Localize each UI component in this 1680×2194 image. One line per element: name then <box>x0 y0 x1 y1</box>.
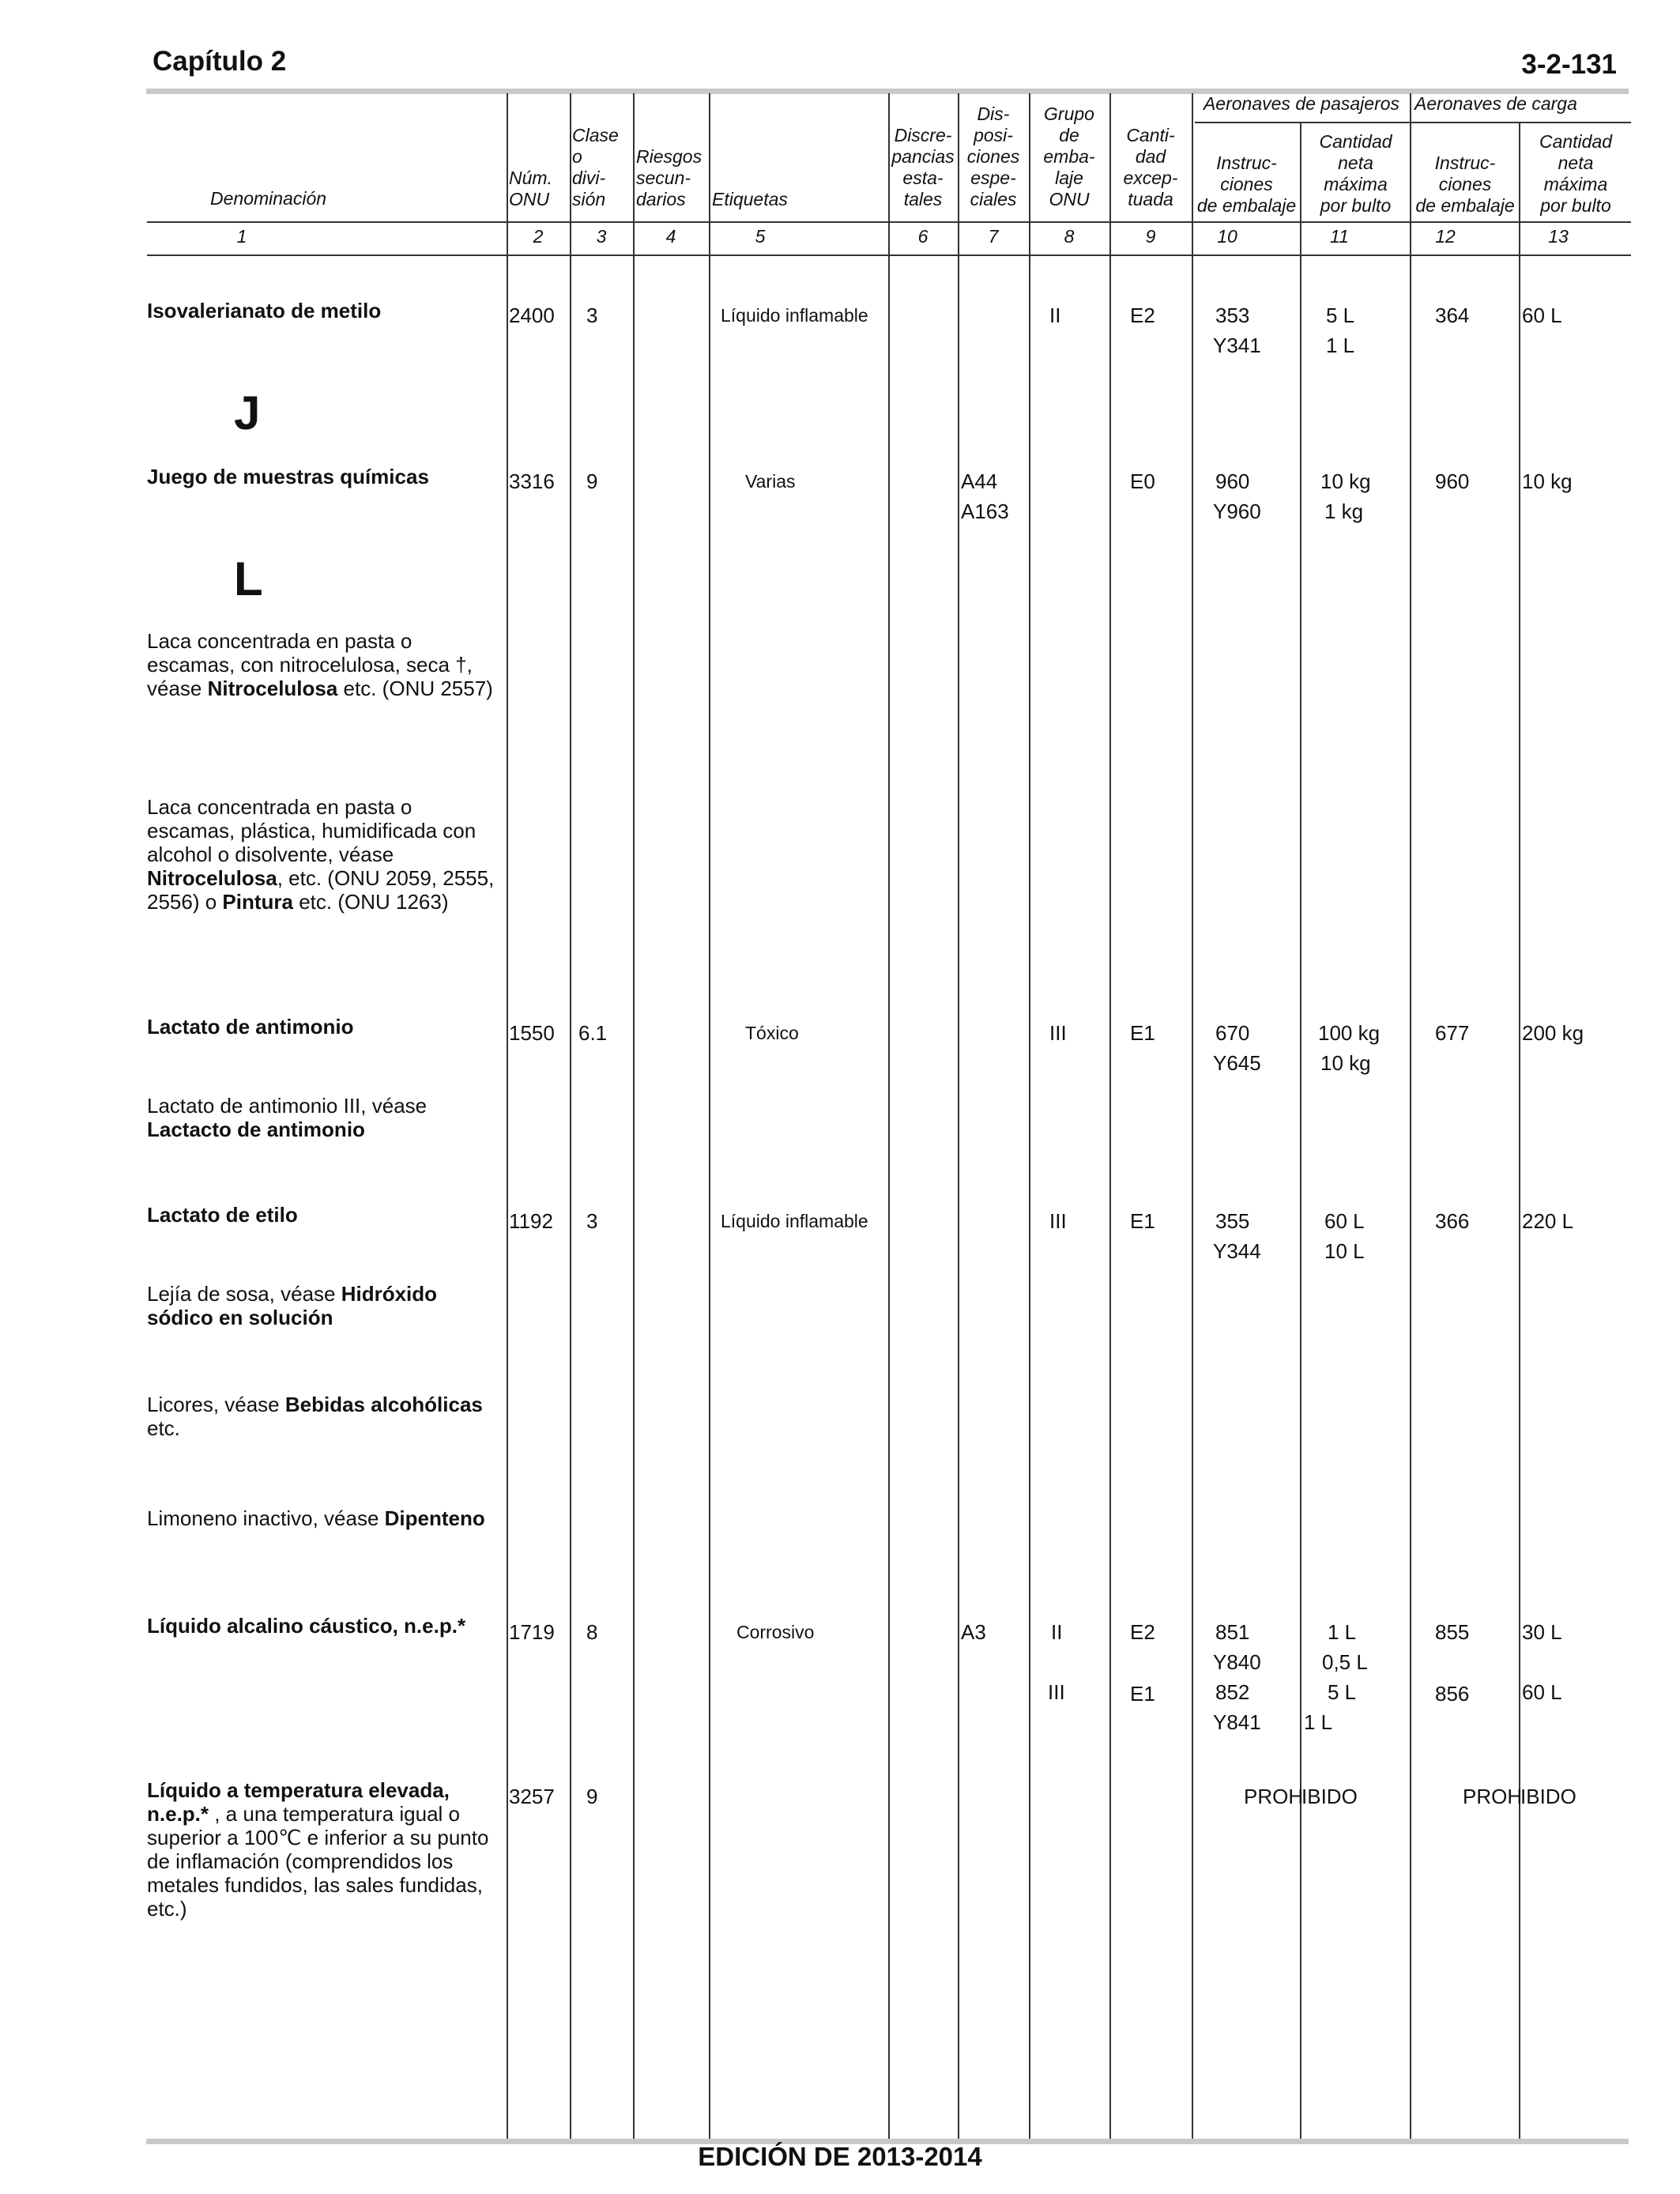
pax-max-quantity: 100 kg <box>1318 1021 1381 1045</box>
packing-group: II <box>1051 1620 1063 1644</box>
col-number: 4 <box>665 226 676 247</box>
col-header-cantidad-pasajeros: Cantidad neta máxima por bulto <box>1319 131 1392 216</box>
col-divider <box>507 93 508 2140</box>
excepted-quantity: E0 <box>1130 469 1155 493</box>
un-number: 1192 <box>509 1209 553 1233</box>
col-divider <box>1410 93 1411 2140</box>
col-number: 5 <box>755 226 766 247</box>
col-divider <box>958 93 959 2140</box>
cross-reference-entry: Lactato de antimonio III, véase Lactacto de antimonio <box>147 1094 428 1141</box>
col-number: 9 <box>1145 226 1156 247</box>
cargo-packing-instruction: 364 <box>1435 303 1470 327</box>
col-divider <box>570 93 571 2140</box>
entry-name: Lactato de antimonio <box>147 1015 354 1039</box>
entry-name: Líquido alcalino cáustico, n.e.p.* <box>147 1614 466 1638</box>
cargo-packing-instruction: 856 <box>1435 1682 1470 1706</box>
col-header-carga: Aeronaves de carga <box>1414 93 1577 114</box>
col-header-clase: Clase o divi- sión <box>572 125 619 209</box>
pax-packing-instruction-ltd: Y840 <box>1213 1650 1261 1674</box>
pax-max-quantity-ltd: 10 kg <box>1320 1051 1371 1075</box>
excepted-quantity: E1 <box>1130 1209 1155 1233</box>
cargo-packing-instruction: 677 <box>1435 1021 1470 1045</box>
forbidden-text: IBIDO <box>1301 1785 1358 1808</box>
pax-packing-instruction-ltd: Y841 <box>1213 1710 1261 1734</box>
cross-reference-entry: Limoneno inactivo, véase Dipenteno <box>147 1506 485 1530</box>
col-divider <box>1192 93 1193 2140</box>
cargo-max-quantity: 30 L <box>1522 1620 1562 1644</box>
col-number: 12 <box>1435 226 1456 247</box>
un-number: 1550 <box>509 1021 555 1045</box>
col-header-etiquetas: Etiquetas <box>712 189 788 209</box>
pax-max-quantity: 60 L <box>1324 1209 1365 1233</box>
un-number: 3257 <box>509 1785 555 1808</box>
cargo-max-quantity: 60 L <box>1522 303 1562 327</box>
col-divider <box>1029 93 1030 2140</box>
pax-packing-instruction: 851 <box>1215 1620 1250 1644</box>
class-division: 3 <box>586 303 598 327</box>
class-division: 8 <box>586 1620 598 1644</box>
col-header-cantidad-exceptuada: Canti- dad excep- tuada <box>1123 125 1178 209</box>
col-header-pasajeros: Aeronaves de pasajeros <box>1203 93 1400 114</box>
label: Líquido inflamable <box>721 305 868 326</box>
col-divider <box>633 93 635 2140</box>
cross-reference-entry: Laca concentrada en pasta o escamas, plástica, humidificada con alcohol o disolvente, véase Nitrocelulosa, etc. (ONU 2059, 2555, 2556) o Pintura etc. (ONU 1263) <box>147 795 495 914</box>
section-letter: L <box>234 552 263 605</box>
col-header-num-onu: Núm. ONU <box>509 168 552 209</box>
pax-packing-instruction-ltd: Y645 <box>1213 1051 1261 1075</box>
section-letter: J <box>234 386 261 439</box>
un-number: 1719 <box>509 1620 555 1644</box>
col-header-riesgos: Riesgos secun- darios <box>636 146 703 209</box>
class-division: 3 <box>586 1209 598 1233</box>
pax-max-quantity: 5 L <box>1326 303 1355 327</box>
cargo-packing-instruction: 960 <box>1435 469 1470 493</box>
pax-max-quantity-ltd: 0,5 L <box>1322 1650 1368 1674</box>
cargo-packing-instruction: 366 <box>1435 1209 1470 1233</box>
pax-packing-instruction-ltd: Y341 <box>1213 334 1261 357</box>
cross-reference-entry: Lejía de sosa, véase Hidróxido sódico en solución <box>147 1282 438 1329</box>
label: Tóxico <box>745 1023 799 1043</box>
col-divider <box>1109 93 1111 2140</box>
special-provision: A163 <box>961 499 1009 523</box>
col-header-discrepancias: Discre- pancias esta- tales <box>891 125 955 209</box>
pax-packing-instruction: 852 <box>1215 1680 1250 1704</box>
col-number: 10 <box>1217 226 1237 247</box>
pax-max-quantity: 5 L <box>1328 1680 1357 1704</box>
col-number: 1 <box>236 226 247 247</box>
entry-name: Líquido a temperatura elevada, n.e.p.* , a una temperatura igual o superior a 100℃ e inferior a su punto de inflamación (comprendidos los metales fundidos, las sales fundidas, etc.) <box>147 1778 489 1921</box>
pax-max-quantity-ltd: 1 L <box>1304 1710 1333 1734</box>
forbidden-text: IBIDO <box>1520 1785 1576 1808</box>
packing-group: III <box>1049 1021 1067 1045</box>
col-number: 2 <box>533 226 544 247</box>
col-header-instrucciones-pasajeros: Instruc- ciones de embalaje <box>1196 153 1297 216</box>
cargo-max-quantity: 200 kg <box>1522 1021 1584 1045</box>
class-division: 6.1 <box>578 1021 608 1045</box>
pax-packing-instruction: 355 <box>1215 1209 1250 1233</box>
special-provision: A3 <box>961 1620 986 1644</box>
packing-group: III <box>1048 1680 1065 1704</box>
col-number: 7 <box>988 226 999 247</box>
label: Corrosivo <box>736 1622 815 1642</box>
col-header-denominacion: Denominación <box>210 188 327 209</box>
pax-max-quantity-ltd: 10 L <box>1324 1239 1365 1263</box>
col-header-grupo: Grupo de emba- laje ONU <box>1043 104 1095 209</box>
col-number: 13 <box>1548 226 1569 247</box>
col-divider <box>1300 122 1301 2140</box>
cargo-packing-instruction: 855 <box>1435 1620 1470 1644</box>
pax-max-quantity-ltd: 1 L <box>1326 334 1355 357</box>
page-number: 3-2-131 <box>1521 49 1617 80</box>
entry-name: Isovalerianato de metilo <box>147 299 382 322</box>
label: Líquido inflamable <box>721 1211 868 1231</box>
col-number: 11 <box>1330 226 1349 247</box>
chapter-title: Capítulo 2 <box>153 46 287 77</box>
excepted-quantity: E1 <box>1130 1021 1155 1045</box>
forbidden-text: PROH <box>1244 1785 1304 1808</box>
pax-max-quantity-ltd: 1 kg <box>1324 499 1364 523</box>
packing-group: II <box>1049 303 1061 327</box>
pax-packing-instruction: 960 <box>1215 469 1250 493</box>
excepted-quantity: E2 <box>1130 303 1155 327</box>
col-number: 8 <box>1064 226 1075 247</box>
cargo-max-quantity: 60 L <box>1522 1680 1562 1704</box>
cargo-max-quantity: 220 L <box>1522 1209 1574 1233</box>
un-number: 3316 <box>509 469 555 493</box>
col-divider <box>1519 122 1520 2140</box>
pax-max-quantity: 1 L <box>1328 1620 1357 1644</box>
header-group-line <box>1195 122 1631 123</box>
class-division: 9 <box>586 1785 598 1808</box>
class-division: 9 <box>586 469 598 493</box>
cargo-max-quantity: 10 kg <box>1522 469 1573 493</box>
col-number: 6 <box>917 226 929 247</box>
pax-packing-instruction-ltd: Y344 <box>1213 1239 1261 1263</box>
un-number: 2400 <box>509 303 555 327</box>
packing-group: III <box>1049 1209 1067 1233</box>
col-header-disposiciones: Dis- posi- ciones espe- ciales <box>966 104 1020 209</box>
cross-reference-entry: Laca concentrada en pasta o escamas, con nitrocelulosa, seca †, véase Nitrocelulosa etc. (ONU 2557) <box>147 629 493 700</box>
entry-name: Lactato de etilo <box>147 1203 298 1227</box>
pax-packing-instruction-ltd: Y960 <box>1213 499 1261 523</box>
pax-packing-instruction: 670 <box>1215 1021 1250 1045</box>
edition-footer: EDICIÓN DE 2013-2014 <box>698 2142 982 2171</box>
col-header-instrucciones-carga: Instruc- ciones de embalaje <box>1415 153 1515 216</box>
col-number: 3 <box>596 226 607 247</box>
cross-reference-entry: Licores, véase Bebidas alcohólicas etc. <box>147 1393 483 1440</box>
col-header-cantidad-carga: Cantidad neta máxima por bulto <box>1539 131 1613 216</box>
pax-packing-instruction: 353 <box>1215 303 1250 327</box>
special-provision: A44 <box>961 469 998 493</box>
pax-max-quantity: 10 kg <box>1320 469 1371 493</box>
excepted-quantity: E2 <box>1130 1620 1155 1644</box>
col-divider <box>888 93 890 2140</box>
label: Varias <box>745 471 796 492</box>
col-divider <box>709 93 710 2140</box>
excepted-quantity: E1 <box>1130 1682 1155 1706</box>
entry-name: Juego de muestras químicas <box>147 465 429 488</box>
forbidden-text: PROH <box>1463 1785 1523 1808</box>
